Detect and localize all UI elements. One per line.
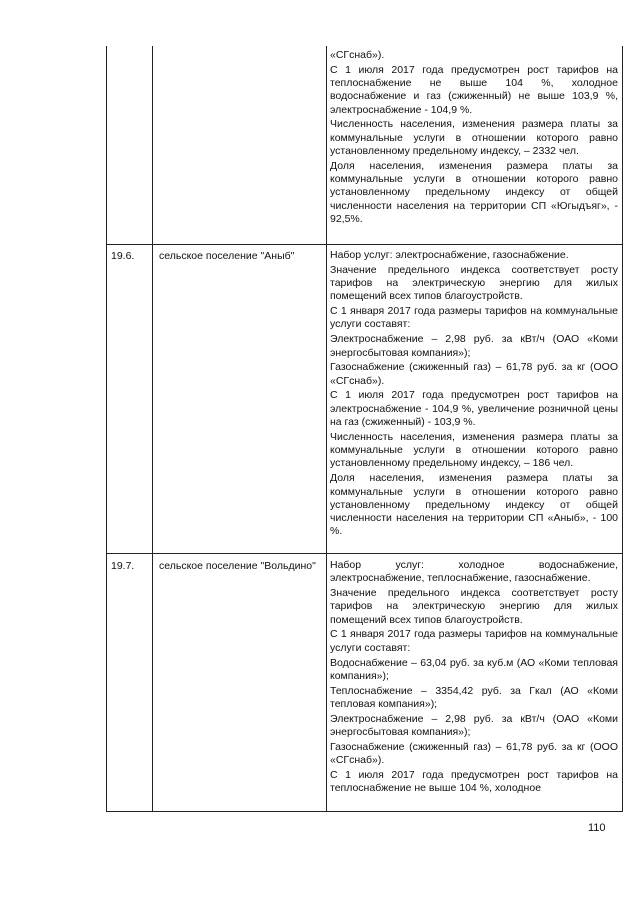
paragraph: Доля населения, изменения размера платы за коммунальные услуги в отношении которого равно установленному предельному индексу от общей численности населения на территории СП «Аныб», - 100 %.: [330, 472, 618, 538]
paragraph: Газоснабжение (сжиженный газ) – 61,78 руб. за кг (ООО «СГснаб»).: [330, 740, 618, 767]
paragraph: Численность населения, изменения размера платы за коммунальные услуги в отношении которого равно установленному предельному индексу, – 186 чел.: [330, 430, 618, 470]
row-divider: [107, 244, 622, 245]
paragraph: Электроснабжение – 2,98 руб. за кВт/ч (ОАО «Коми энергосбытовая компания»);: [330, 333, 618, 359]
continuation-cell: [330, 49, 618, 228]
paragraph: Значение предельного индекса соответствует росту тарифов на электрическую энергию для жилых помещений всех типов благоустройств.: [330, 263, 618, 303]
paragraph: С 1 июля 2017 года предусмотрен рост тарифов на теплоснабжение не выше 104 %, холодное водоснабжение и газ (сжиженный) не выше 103,9 %, электроснабжение - 104,9 %.: [330, 63, 618, 116]
paragraph: Набор услуг: электроснабжение, газоснабжение.: [330, 249, 569, 261]
paragraph: Численность населения, изменения размера платы за коммунальные услуги в отношении которого равно установленному предельному индексу, – 2332 чел.: [330, 118, 618, 158]
paragraph: «СГснаб»).: [330, 49, 385, 61]
tariff-table: [106, 46, 623, 812]
column-divider: [152, 46, 153, 811]
paragraph: С 1 июля 2017 года предусмотрен рост тарифов на электроснабжение - 104,9 %, увеличение розничной цены на газ (сжиженный) - 103,9 %.: [330, 389, 618, 429]
paragraph: С 1 января 2017 года размеры тарифов на коммунальные услуги составят:: [330, 628, 618, 654]
paragraph: Набор услуг: холодное водоснабжение, электроснабжение, теплоснабжение, газоснабжение.: [330, 559, 618, 585]
settlement-name: сельское поселение "Аныб": [159, 250, 295, 262]
paragraph: Водоснабжение – 63,04 руб. за куб.м (АО «Коми тепловая компания»);: [330, 656, 618, 682]
tariff-description: [330, 559, 618, 797]
row-number: 19.7.: [111, 560, 135, 572]
paragraph: С 1 января 2017 года размеры тарифов на коммунальные услуги составят:: [330, 305, 618, 331]
paragraph: Теплоснабжение – 3354,42 руб. за Гкал (АО «Коми тепловая компания»);: [330, 684, 618, 710]
paragraph: Газоснабжение (сжиженный газ) – 61,78 руб. за кг (ООО «СГснаб»).: [330, 361, 618, 387]
row-number: 19.6.: [111, 250, 135, 262]
page-number: 110: [588, 822, 606, 834]
paragraph: Значение предельного индекса соответствует росту тарифов на электрическую энергию для жилых помещений всех типов благоустройств.: [330, 587, 618, 626]
paragraph: Электроснабжение – 2,98 руб. за кВт/ч (ОАО «Коми энергосбытовая компания»);: [330, 712, 618, 739]
column-divider: [326, 46, 327, 811]
settlement-name: сельское поселение "Вольдино": [159, 560, 316, 572]
paragraph: Доля населения, изменения размера платы за коммунальные услуги в отношении которого равно установленному предельному индексу от общей численности населения на территории СП «Югыдъяг», - 92,5%.: [330, 159, 618, 226]
tariff-description: [330, 249, 618, 540]
paragraph: С 1 июля 2017 года предусмотрен рост тарифов на теплоснабжение не выше 104 %, холодное: [330, 768, 618, 795]
row-divider: [107, 553, 622, 554]
